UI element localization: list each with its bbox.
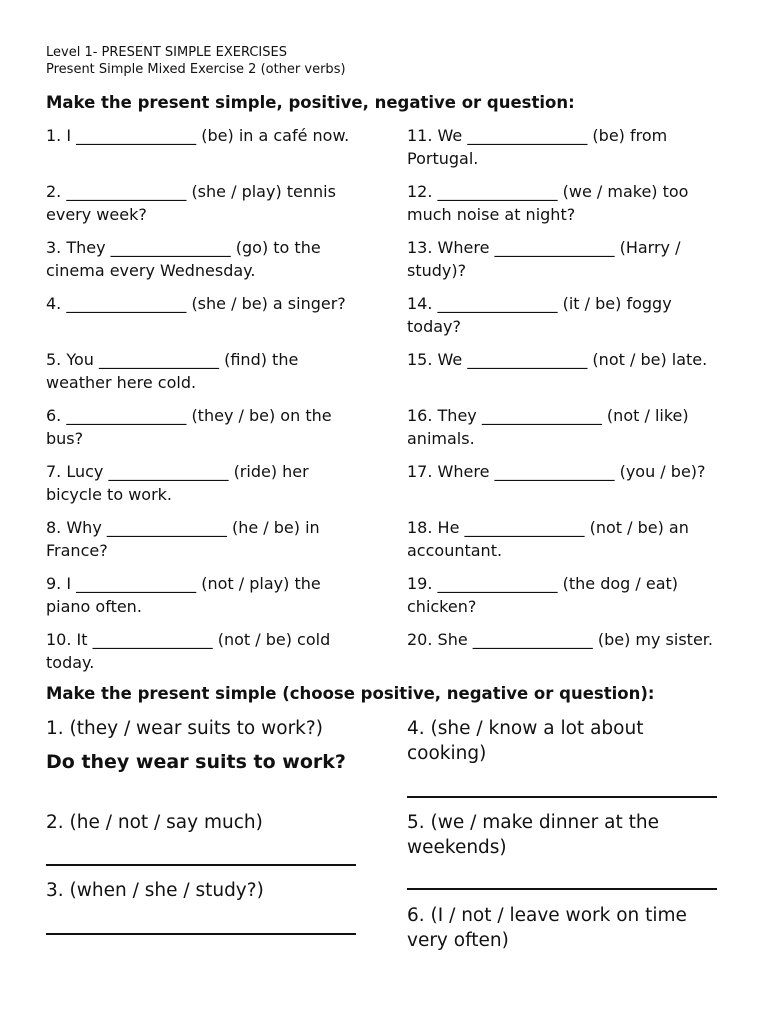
question-16: 16. They _______________ (not / like) animals.: [407, 406, 689, 448]
prompt-6: 6. (I / not / leave work on time very often): [407, 905, 687, 951]
prompt-2: 2. (he / not / say much): [46, 812, 263, 833]
prompt-3: 3. (when / she / study?): [46, 880, 264, 901]
question-3: 3. They _______________ (go) to the cinema every Wednesday.: [46, 238, 321, 280]
worksheet-subtitle: Present Simple Mixed Exercise 2 (other verbs): [46, 62, 346, 77]
answer-line-3: [46, 933, 356, 935]
question-14: 14. _______________ (it / be) foggy today?: [407, 294, 672, 336]
question-8: 8. Why _______________ (he / be) in France?: [46, 518, 320, 560]
question-12: 12. _______________ (we / make) too much noise at night?: [407, 182, 689, 224]
question-6: 6. _______________ (they / be) on the bus?: [46, 406, 332, 448]
question-1: 1. I _______________ (be) in a café now.: [46, 126, 350, 145]
prompt-5: 5. (we / make dinner at the weekends): [407, 812, 659, 858]
question-15: 15. We _______________ (not / be) late.: [407, 350, 708, 369]
question-18: 18. He _______________ (not / be) an accountant.: [407, 518, 689, 560]
question-5: 5. You _______________ (find) the weather here cold.: [46, 350, 299, 392]
prompt-4: 4. (she / know a lot about cooking): [407, 718, 644, 764]
section2-instruction: Make the present simple (choose positive, negative or question):: [46, 684, 655, 703]
example-answer: Do they wear suits to work?: [46, 751, 346, 773]
answer-line-4: [407, 796, 717, 798]
question-13: 13. Where _______________ (Harry / study)?: [407, 238, 681, 280]
question-17: 17. Where _______________ (you / be)?: [407, 462, 706, 481]
answer-line-5: [407, 888, 717, 890]
question-11: 11. We _______________ (be) from Portugal.: [407, 126, 668, 168]
question-2: 2. _______________ (she / play) tennis every week?: [46, 182, 336, 224]
section1-instruction: Make the present simple, positive, negative or question:: [46, 93, 575, 112]
worksheet-level-title: Level 1- PRESENT SIMPLE EXERCISES: [46, 45, 287, 60]
question-20: 20. She _______________ (be) my sister.: [407, 630, 713, 649]
answer-line-2: [46, 864, 356, 866]
question-10: 10. It _______________ (not / be) cold today.: [46, 630, 331, 672]
question-9: 9. I _______________ (not / play) the piano often.: [46, 574, 321, 616]
question-19: 19. _______________ (the dog / eat) chicken?: [407, 574, 679, 616]
question-4: 4. _______________ (she / be) a singer?: [46, 294, 346, 313]
example-prompt: 1. (they / wear suits to work?): [46, 718, 323, 739]
question-7: 7. Lucy _______________ (ride) her bicycle to work.: [46, 462, 309, 504]
